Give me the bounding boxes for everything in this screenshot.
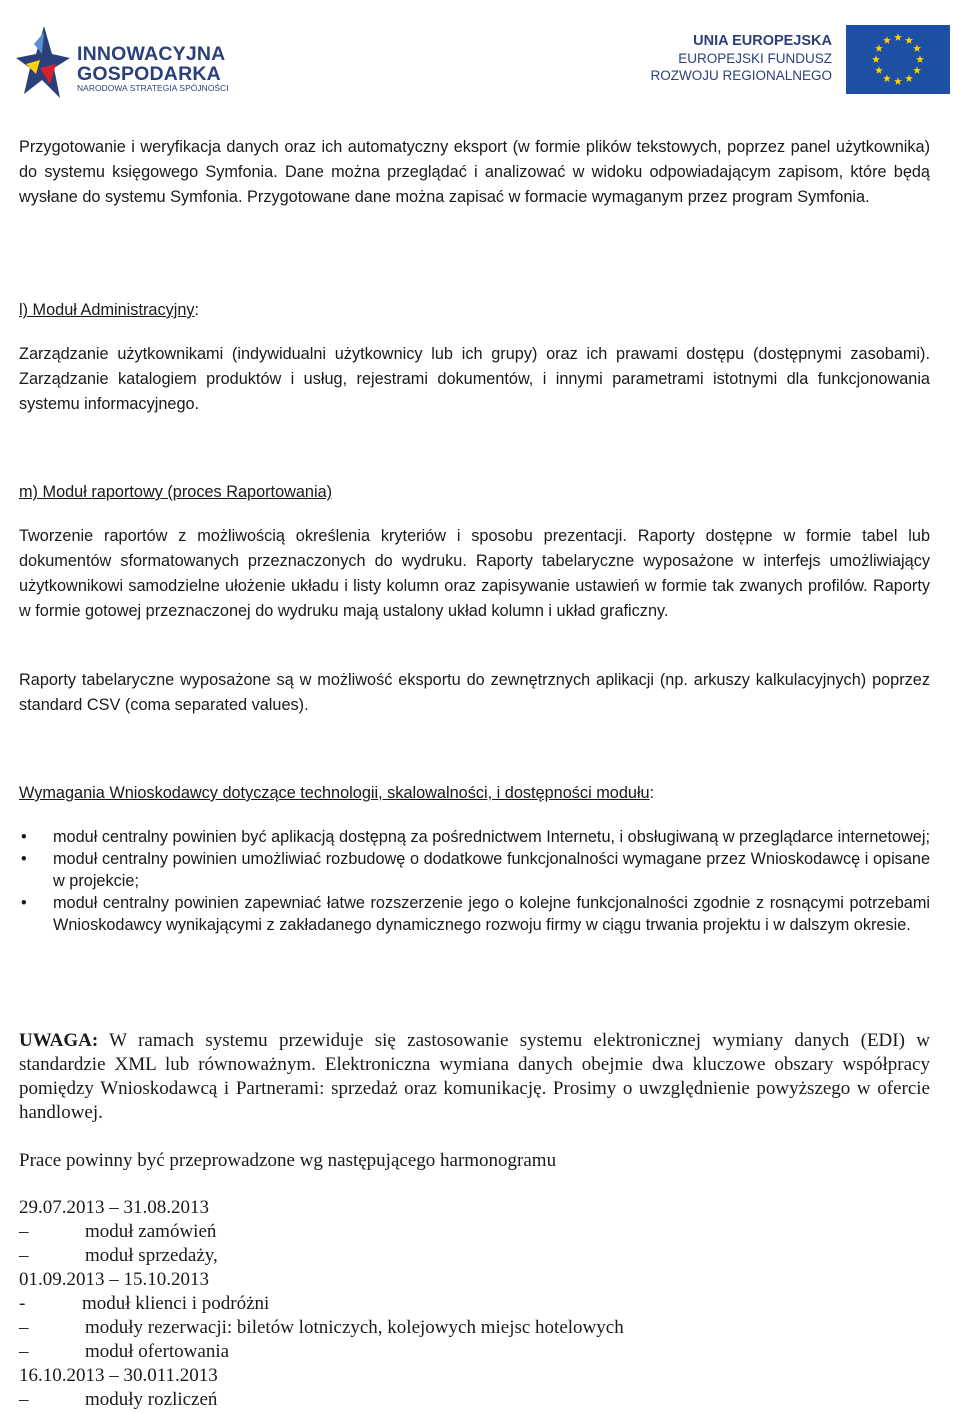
list-item <box>19 848 930 892</box>
dash-marker: – <box>19 1221 29 1242</box>
schedule-line-text: moduł klienci i podróżni <box>82 1293 270 1314</box>
schedule-line-text: moduł ofertowania <box>85 1341 230 1362</box>
eu-star-icon <box>883 36 891 44</box>
eu-star-icon <box>883 74 891 82</box>
bullet-icon: • <box>21 850 27 868</box>
schedule-line <box>19 1340 229 1364</box>
eu-star-icon <box>875 66 883 74</box>
schedule-intro: Prace powinny być przeprowadzone wg następującego harmonogramu <box>19 1150 557 1171</box>
logo-right-line3: ROZWOJU REGIONALNEGO <box>650 68 832 83</box>
dash-marker: – <box>19 1389 29 1410</box>
schedule-line-text: 16.10.2013 – 30.011.2013 <box>19 1365 218 1386</box>
star-emblem-icon <box>14 24 74 104</box>
schedule-line <box>19 1220 216 1244</box>
bullet-icon: • <box>21 828 27 846</box>
schedule-line <box>19 1292 269 1316</box>
dash-marker: – <box>19 1317 29 1338</box>
section-m-body1: Tworzenie raportów z możliwością określenia kryteriów i sposobu prezentacji. Raporty dostępne w formie tabel lub dokumentów sformatowanych przeznaczonych do wydruku. Raporty tabelaryczne wyposażone w interfejs umożliwiający użytkownikowi samodzielne ułożenie układu i listy kolumn oraz zapisywanie ustawień w formie tak zwanych profilów. Raporty w formie gotowej przeznaczonej do wydruku mają ustalony układ kolumn i układ graficzny. <box>19 527 930 620</box>
requirements-heading-text: Wymagania Wnioskodawcy dotyczące technologii, skalowalności, i dostępności modułu <box>19 784 650 802</box>
list-item-text: moduł centralny powinien być aplikacją dostępną za pośrednictwem Internetu, i obsługiwaną w przeglądarce internetowej; <box>53 828 930 846</box>
eu-star-icon <box>875 44 883 52</box>
eu-star-icon <box>872 55 880 63</box>
dash-marker: - <box>19 1293 26 1314</box>
logo-right-line2: EUROPEJSKI FUNDUSZ <box>678 51 832 66</box>
schedule-line-text: moduł zamówień <box>85 1221 217 1242</box>
section-m-heading: m) Moduł raportowy (proces Raportowania) <box>19 483 333 501</box>
section-l-body: Zarządzanie użytkownikami (indywidualni użytkownicy lub ich grupy) oraz ich prawami dostępu (dostępnymi zasobami). Zarządzanie katalogiem produktów i usług, rejestrami dokumentów, i innymi parametrami istotnymi dla funkcjonowania systemu informacyjnego. <box>19 345 930 413</box>
requirements-heading-suffix: : <box>649 784 655 802</box>
intro-paragraph: Przygotowanie i weryfikacja danych oraz ich automatyczny eksport (w formie plików tekstowych, poprzez panel użytkownika) do systemu księgowego Symfonia. Dane można przeglądać i analizować w widoku odpowiadającym zapisom, które będą wysłane do systemu Symfonia. Przygotowane dane można zapisać w formacie wymaganym przez program Symfonia. <box>19 138 930 206</box>
eu-star-icon <box>916 55 924 63</box>
eu-star-icon <box>913 44 921 52</box>
uwaga-paragraph <box>19 1029 930 1125</box>
schedule-line-text: 01.09.2013 – 15.10.2013 <box>19 1269 209 1290</box>
requirements-heading <box>19 781 930 806</box>
eu-star-icon <box>894 33 902 41</box>
eu-fund-logo <box>650 24 950 96</box>
schedule-line <box>19 1316 624 1340</box>
schedule-line <box>19 1364 218 1388</box>
requirements-list <box>19 826 930 936</box>
dash-marker: – <box>19 1341 29 1362</box>
schedule-line-text: moduły rezerwacji: biletów lotniczych, kolejowych miejsc hotelowych <box>85 1317 624 1338</box>
eu-star-icon <box>905 36 913 44</box>
schedule-line <box>19 1196 209 1220</box>
schedule-line-text: moduł sprzedaży, <box>85 1245 218 1266</box>
schedule-line <box>19 1244 218 1268</box>
schedule-line <box>19 1268 209 1292</box>
logo-left-line3: NARODOWA STRATEGIA SPÓJNOŚCI <box>77 83 229 93</box>
section-l-heading-text: l) Moduł Administracyjny <box>19 301 195 319</box>
uwaga-text: W ramach systemu przewiduje się zastosowanie systemu elektronicznej wymiany danych (EDI) w standardzie XML lub równoważnym. Elektroniczna wymiana danych obejmie dwa kluczowe obszary współpracy pomiędzy Wnioskodawcą i Partnerami: sprzedaż oraz komunikację. Prosimy o uwzględnienie powyższego w ofercie handlowej. <box>19 1030 930 1123</box>
eu-flag-icon <box>846 25 950 94</box>
section-l-heading <box>19 298 930 323</box>
bullet-icon: • <box>21 894 27 912</box>
schedule-line-text: 29.07.2013 – 31.08.2013 <box>19 1197 209 1218</box>
eu-star-icon <box>905 74 913 82</box>
uwaga-label: UWAGA: <box>19 1030 99 1051</box>
list-item-text: moduł centralny powinien zapewniać łatwe rozszerzenie jego o kolejne funkcjonalności zgodnie z rosnącymi potrzebami Wnioskodawcy wynikającymi z zakładanego dynamicznego rozwoju firmy w ciągu trwania projektu i w dalszym okresie. <box>53 894 930 934</box>
logo-right-line1: UNIA EUROPEJSKA <box>693 33 832 49</box>
eu-star-icon <box>913 66 921 74</box>
eu-star-icon <box>894 77 902 85</box>
dash-marker: – <box>19 1245 29 1266</box>
list-item <box>19 826 930 848</box>
innowacyjna-gospodarka-logo <box>14 24 254 104</box>
logo-left-line1: INNOWACYJNA <box>77 43 226 65</box>
list-item <box>19 892 930 936</box>
logo-left-line2: GOSPODARKA <box>77 63 221 85</box>
list-item-text: moduł centralny powinien umożliwiać rozbudowę o dodatkowe funkcjonalności wymagane przez Wnioskodawcę i opisane w projekcie; <box>53 850 930 890</box>
section-l-heading-suffix: : <box>194 301 200 319</box>
section-m-body2: Raporty tabelaryczne wyposażone są w możliwość eksportu do zewnętrznych aplikacji (np. arkuszy kalkulacyjnych) poprzez standard CSV (coma separated values). <box>19 671 930 714</box>
schedule-line-text: moduły rozliczeń <box>85 1389 218 1410</box>
schedule-line <box>19 1388 217 1412</box>
